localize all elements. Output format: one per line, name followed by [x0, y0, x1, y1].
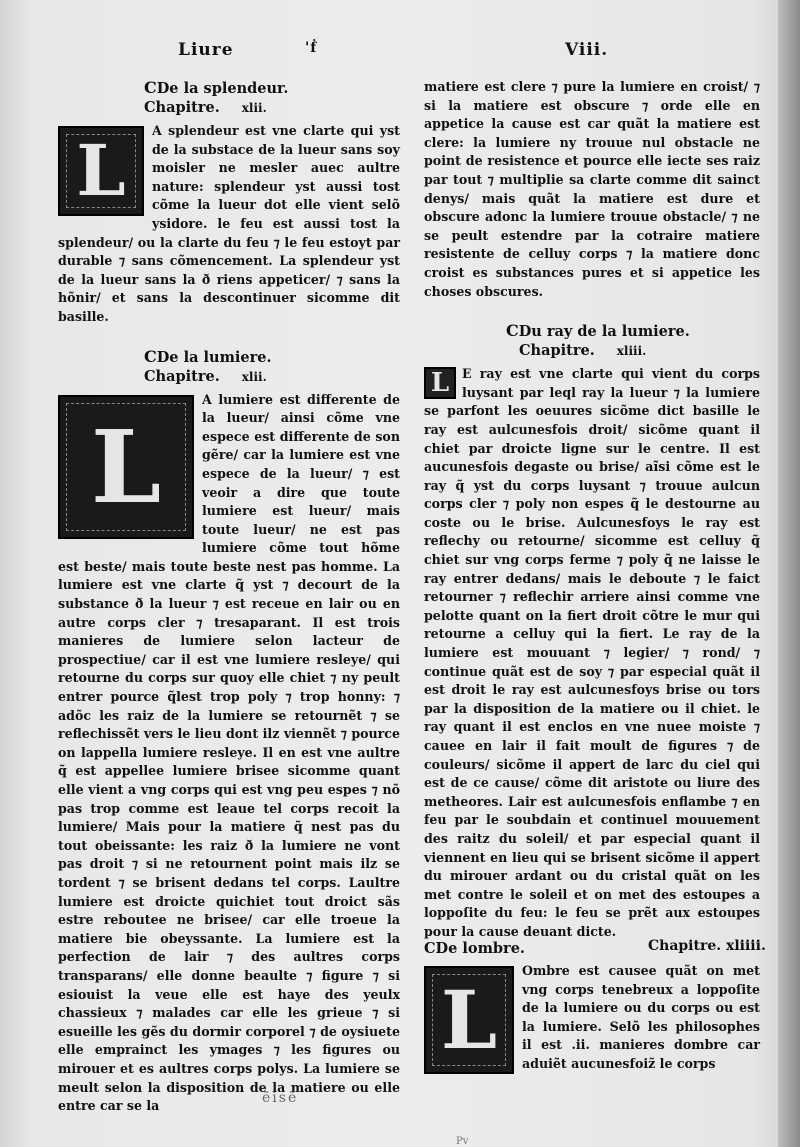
chapter-label: [648, 938, 766, 954]
footer-mark: Pv: [456, 1136, 469, 1147]
decorated-initial-icon: [58, 395, 194, 539]
chapter-number: xlii.: [241, 101, 267, 115]
paragraph: [58, 391, 400, 1116]
signature-mark: ẽisẽ: [262, 1090, 299, 1106]
paragraph-text: A splendeur est vne clarte qui yst de la substace de la lueur sans soy moisler ne mesler auec aultre nature: splendeur yst aussi tost cõme la lueur dot elle vient selõ ysidore. le feu est aussi tost la splendeur/ ou la clarte du feu ⁊ le feu estoyt par durable ⁊ sans cõmencement. La splendeur yst de la lueur sans la ð riens appeticer/ ⁊ sans la hõnir/ et sans la descontinuer sicomme dit basille.: [58, 123, 400, 324]
paragraph-text: Ombre est causee quãt on met vng corps tenebreux a loppoſite de la lumiere ou du corps ou est la lumiere. Selõ les philosophes il est .ii. manieres dombre car aduiẽt aucunesfoiz̃ le corps: [522, 963, 760, 1071]
decorated-initial-icon: [424, 367, 456, 399]
chapter-number: xlii.: [241, 369, 267, 384]
chapter-number: xliii.: [616, 344, 647, 359]
chapter-number: xliiii.: [726, 938, 766, 954]
chapter-word: Chapitre.: [648, 938, 722, 954]
chapter-label: [144, 98, 400, 118]
pilcrow-icon: C: [424, 940, 436, 957]
paragraph: [424, 962, 760, 1076]
section-heading: [58, 78, 400, 98]
initial-letter: L: [430, 368, 450, 399]
chapter-label: [144, 367, 400, 387]
decorated-initial-icon: [58, 126, 144, 216]
chapter-word: Chapitre.: [144, 367, 220, 385]
paragraph-text: A lumiere est differente de la lueur/ ainsi cõme vne espece est differente de son gẽre/ car la lumiere est vne espece de la lueur/ ⁊ est veoir a dire que toute lumiere est lueur/ mais toute lueur/ ne est pas lumiere cõme tout hõme est beste/ mais toute beste nest pas homme. La lumiere est vne clarte q̃ yst ⁊ decourt de la substance ð la lueur ⁊ est receue en lair ou en autre corps cler ⁊ tresaparant. Il est trois manieres de lumiere selon lacteur de prospectiue/ car il est vne lumiere resleye/ qui retourne du corps sur quoy elle chiet ⁊ ny peult entrer pource q̃lest trop poly ⁊ trop honny: ⁊ adõc les raiz de la lumiere se retournẽt ⁊ se reflechissẽt vers le lieu dont ilz viennẽt ⁊ pource on lappella lumiere resleye. Il en est vne aultre q̃ est appellee lumiere brisee sicomme quant elle vient a vng corps qui est vng peu espes ⁊ nõ pas trop comme est leaue tel corps recoit la lumiere/ Mais pour la matiere q̃ nest pas du tout obeissante: les raiz ð la lumiere ne vont pas droit ⁊ si ne retournent point mais ilz se tordent ⁊ se brisent dedans tel corps. Laultre lumiere est droicte quichiet tout droict sãs estre reboutee ne brisee/ car elle troeue la matiere bie obeyssante. La lumiere est la perfection de lair ⁊ des aultres corps transparans/ elle donne beaulte ⁊ figure ⁊ si esiouist la veue elle est haye des yeulx chassieux ⁊ malades car elle les grieue ⁊ si esueille les gẽs du dormir corporel ⁊ de oysiuete elle emprainct les ymages ⁊ les figures ou mirouer et es aultres corps polys. La lumiere se meult selon la disposition de la matiere ou elle entre car se la: [58, 391, 400, 1114]
heading-text: De la lumiere.: [156, 348, 272, 366]
decorated-initial-icon: [424, 966, 514, 1074]
paragraph: matiere est clere ⁊ pure la lumiere en croist/ ⁊ si la matiere est obscure ⁊ orde elle en appetice la cause est car quãt la matiere est clere: la lumiere ny trouue nul obstacle ne point de resistence et pource elle iecte ses raiz par tout ⁊ multiplie sa clarte comme dit sainct denys/ mais quãt la matiere est dure et obscure adonc la lumiere trouue obstacle/ ⁊ ne se peult estendre par la cotraire matiere resistente de celluy corps ⁊ la matiere donc croist es substances pures et si appetice les choses obscures.: [424, 79, 760, 299]
section-heading: [424, 940, 525, 957]
spacer: [58, 333, 400, 347]
heading-text: De la splendeur.: [156, 80, 289, 97]
spacer: [424, 307, 760, 321]
paragraph: [424, 365, 760, 941]
heading-text: Du ray de la lumiere.: [518, 323, 690, 341]
paragraph: [58, 122, 400, 327]
section-heading: [424, 321, 760, 341]
section-heading: [58, 347, 400, 367]
heading-text: De lombre.: [435, 940, 525, 957]
chapter-word: Chapitre.: [519, 342, 595, 360]
initial-letter: L: [90, 407, 162, 526]
pilcrow-icon: C: [144, 346, 157, 366]
pilcrow-icon: C: [144, 78, 157, 97]
right-column: [424, 78, 760, 948]
page-gutter-shadow: [778, 0, 800, 1147]
chapter-label: [519, 341, 760, 361]
running-head-left: Liure: [178, 40, 234, 60]
initial-letter: L: [76, 129, 126, 212]
chapter-word: Chapitre.: [144, 99, 220, 116]
paragraph-text: E ray est vne clarte qui vient du corps luysant par leql ray la lueur ⁊ la lumiere se parfont les oeuures sicõme dict basille le ray est aulcunesfois droit/ sicõme quant il chiet par droicte ligne sur le centre. Il est aucunesfois degaste ou brise/ aĩsi cõme est le ray q̃ yst du corps luysant ⁊ trouue aulcun corps cler ⁊ poly non espes q̃ le destourne au coste ou le brise. Aulcunesfoys le ray est reflechy ou retourne/ sicomme est celluy q̃ chiet sur vng corps ferme ⁊ poly q̃ ne laisse le ray entrer dedans/ mais le deboute ⁊ le faict retourner ⁊ reflechir arriere ainsi comme vne pelotte quant on la fiert droit cõtre le mur qui retourne a celluy qui la fiert. Le ray de la lumiere est mouuant ⁊ legier/ ⁊ rond/ ⁊ continue quãt est de soy ⁊ par especial quãt il est droit le ray est aulcunesfoys brise ou tors par la disposition de la matiere ou il chiet. le ray quant il est enclos en vne nuee moiste ⁊ cauee en lair il fait moult de figures ⁊ de couleurs/ sicõme il appert de larc du ciel qui est de ce cause/ cõme dit aristote ou liure des metheores. Lair est aulcunesfois enflambe ⁊ en feu par le soubdain et continuel mouuement des raitz du soleil/ et par especial quant il viennent en lieu qui se brisent sicõme il appert du mirouer ardant ou du cristal quãt on les met contre le soleil et on met des estoupes a loppoſite du feu: le feu se prẽt aux estoupes pour la cause deuant dicte.: [424, 366, 760, 939]
left-column: [58, 78, 400, 1122]
initial-letter: L: [440, 973, 498, 1067]
pilcrow-icon: C: [506, 321, 519, 341]
running-head-right: Viii.: [565, 40, 609, 60]
running-head-middle: 'ḟ: [305, 40, 318, 56]
